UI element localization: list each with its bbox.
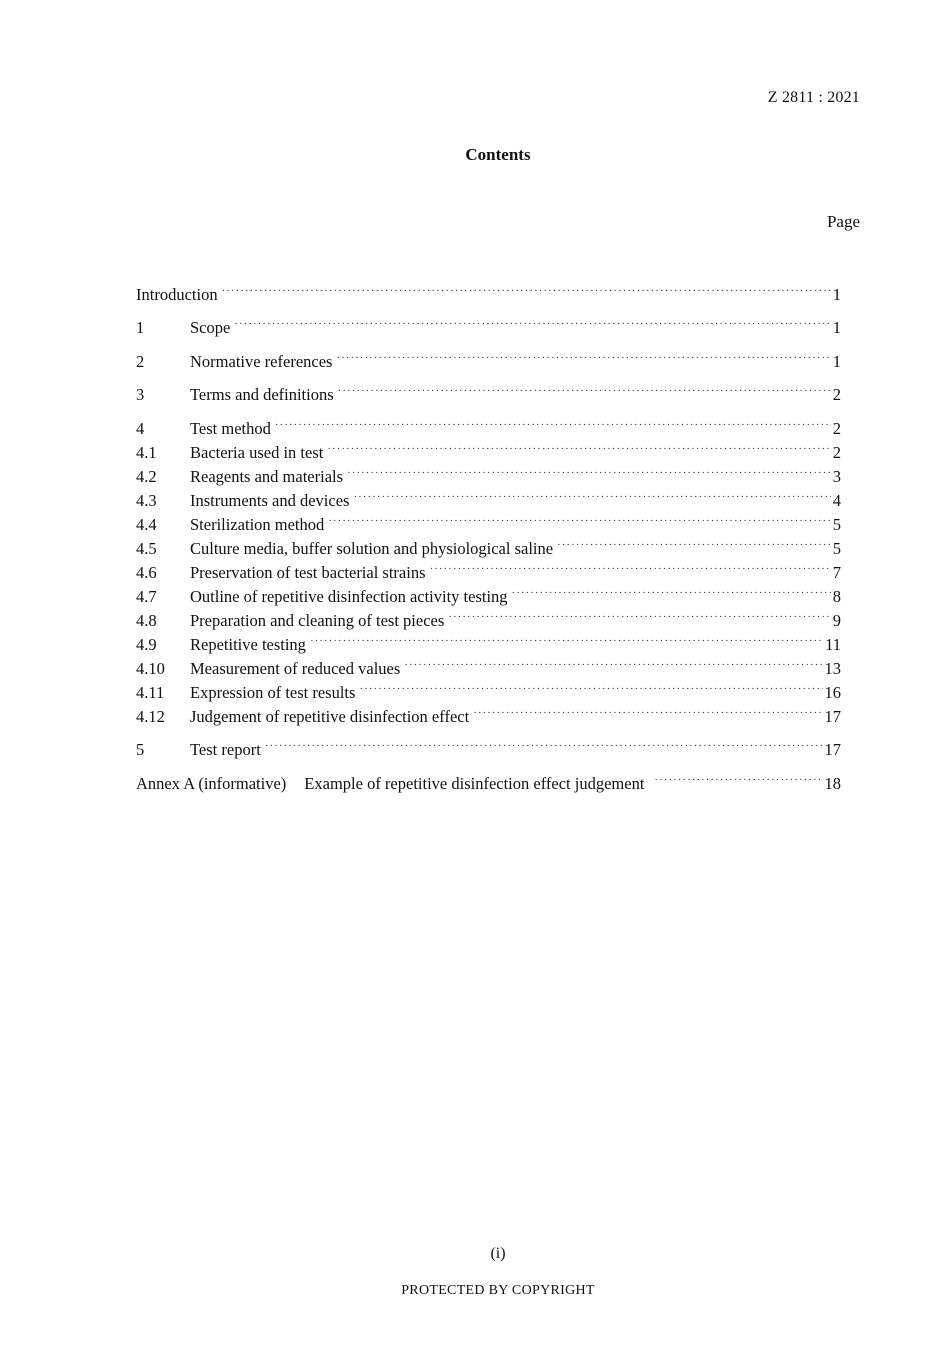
page-title: Contents: [465, 145, 531, 164]
toc-number: 3: [136, 385, 145, 404]
toc-entry-4-1[interactable]: [136, 436, 841, 462]
toc-entry-annex-a[interactable]: [136, 767, 841, 793]
toc-number: 4.6: [136, 563, 157, 582]
toc-entry-4-10[interactable]: [136, 652, 841, 678]
toc-page: 17: [824, 740, 841, 759]
toc-label: Test method: [190, 419, 271, 438]
toc-entry-4-4[interactable]: [136, 508, 841, 534]
toc-label: Expression of test results: [190, 683, 356, 702]
dot-leader: [222, 278, 831, 300]
toc-page: 11: [825, 635, 841, 654]
toc-label: Preparation and cleaning of test pieces: [190, 611, 445, 630]
copyright-notice: PROTECTED BY COPYRIGHT: [401, 1283, 595, 1298]
toc-number: 4: [136, 419, 145, 438]
toc-page: 1: [832, 318, 841, 337]
toc-entry-test-method[interactable]: [136, 412, 841, 438]
toc-label: Introduction: [136, 285, 218, 304]
toc-page: 1: [832, 352, 841, 371]
toc-page: 4: [832, 491, 841, 510]
toc-entry-4-8[interactable]: [136, 604, 841, 630]
toc-number: 4.12: [136, 707, 165, 726]
toc-page: 5: [832, 539, 841, 558]
toc-entry-4-5[interactable]: [136, 532, 841, 558]
toc-number: 4.8: [136, 611, 157, 630]
toc-entry-4-7[interactable]: [136, 580, 841, 606]
toc-number: 5: [136, 740, 145, 759]
toc-page: 9: [832, 611, 841, 630]
toc-page: 2: [832, 385, 841, 404]
dot-leader: [353, 484, 830, 506]
dot-leader: [338, 378, 831, 400]
toc-label: Normative references: [190, 352, 333, 371]
toc-entry-4-12[interactable]: [136, 700, 841, 726]
toc-label: Sterilization method: [190, 515, 325, 534]
toc-label: Reagents and materials: [190, 467, 344, 486]
toc-number: 4.9: [136, 635, 157, 654]
toc-number: 4.4: [136, 515, 157, 534]
dot-leader: [359, 676, 822, 698]
toc-page: 3: [832, 467, 841, 486]
toc-label: Test report: [190, 740, 261, 759]
dot-leader: [404, 652, 822, 674]
toc-label: Scope: [190, 318, 231, 337]
toc-page: 7: [832, 563, 841, 582]
toc-page: 17: [824, 707, 841, 726]
dot-leader: [310, 628, 823, 650]
annex-prefix: Annex A (informative): [136, 774, 287, 793]
dot-leader: [557, 532, 831, 554]
toc-entry-4-11[interactable]: [136, 676, 841, 702]
dot-leader: [275, 412, 831, 434]
dot-leader: [430, 556, 831, 578]
toc-page: 13: [824, 659, 841, 678]
toc-number: 1: [136, 318, 145, 337]
toc-label: Repetitive testing: [190, 635, 306, 654]
dot-leader: [336, 345, 830, 367]
toc-entry-terms-and-definitions[interactable]: [136, 378, 841, 404]
toc-label: Judgement of repetitive disinfection effect: [190, 707, 470, 726]
dot-leader: [327, 436, 830, 458]
toc-number: 2: [136, 352, 145, 371]
toc-page: 5: [832, 515, 841, 534]
toc-entry-4-6[interactable]: [136, 556, 841, 582]
toc-number: 4.5: [136, 539, 157, 558]
toc-number: 4.11: [136, 683, 165, 702]
toc-label: Bacteria used in test: [190, 443, 324, 462]
dot-leader: [473, 700, 822, 722]
dot-leader: [448, 604, 830, 626]
toc-page: 1: [832, 285, 841, 304]
page-column-label: Page: [826, 212, 860, 231]
toc-entry-introduction[interactable]: [136, 278, 841, 304]
toc-entry-scope[interactable]: [136, 311, 841, 337]
toc-number: 4.2: [136, 467, 157, 486]
page-folio: (i): [490, 1245, 506, 1262]
toc-entry-4-2[interactable]: [136, 460, 841, 486]
toc-number: 4.3: [136, 491, 157, 510]
toc-label: Example of repetitive disinfection effect judgement: [304, 774, 645, 793]
toc-page: 2: [832, 419, 841, 438]
toc-label: Culture media, buffer solution and physiological saline: [190, 539, 554, 558]
dot-leader: [328, 508, 830, 530]
toc-label: Preservation of test bacterial strains: [190, 563, 426, 582]
toc-number: 4.1: [136, 443, 157, 462]
dot-leader: [234, 311, 830, 333]
toc-page: 8: [832, 587, 841, 606]
toc-entry-4-9[interactable]: [136, 628, 841, 654]
toc-page: 16: [824, 683, 841, 702]
toc-number: 4.10: [136, 659, 165, 678]
toc-number: 4.7: [136, 587, 157, 606]
toc-entry-test-report[interactable]: [136, 733, 841, 759]
dot-leader: [512, 580, 831, 602]
toc-entry-4-3[interactable]: [136, 484, 841, 510]
toc-label: Instruments and devices: [190, 491, 350, 510]
toc-label: Measurement of reduced values: [190, 659, 401, 678]
dot-leader: [347, 460, 831, 482]
toc-entry-normative-references[interactable]: [136, 345, 841, 371]
toc-label: Outline of repetitive disinfection activity testing: [190, 587, 508, 606]
dot-leader: [265, 733, 823, 755]
toc-label: Terms and definitions: [190, 385, 334, 404]
toc-page: 2: [832, 443, 841, 462]
dot-leader: [654, 767, 822, 789]
document-code: Z 2811 : 2021: [767, 89, 860, 106]
toc-page: 18: [824, 774, 841, 793]
